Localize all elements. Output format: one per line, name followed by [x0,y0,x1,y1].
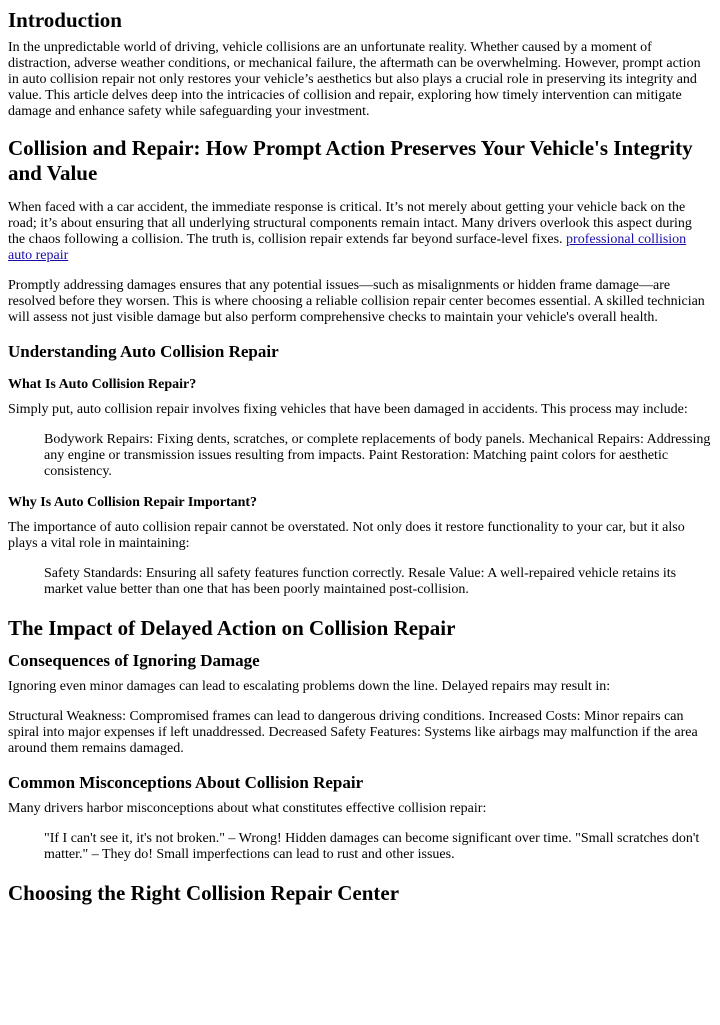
understanding-heading: Understanding Auto Collision Repair [8,342,279,361]
collision-paragraph-1 [8,200,712,264]
collision-paragraph-2: Promptly addressing damages ensures that any potential issues—such as misalignments or hidden frame damage—are resolved before they worsen. This is where choosing a reliable collision repair center becomes essential. A skilled technician will assess not just visible damage but also perform comprehensive checks to maintain your vehicle's overall health. [8,278,705,325]
collision-paragraph-1-text: When faced with a car accident, the immediate response is critical. It’s not merely about getting your vehicle back on the road; it’s about ensuring that all underlying structural components remain intact. Many drivers overlook this aspect during the chaos following a collision. The truth is, collision repair extends far beyond surface-level fixes. [8,200,692,247]
why-important-quote: Safety Standards: Ensuring all safety features function correctly. Resale Value: A well-repaired vehicle retains its market value better than one that has been poorly maintained post-collision. [44,566,677,597]
why-important-paragraph: The importance of auto collision repair cannot be overstated. Not only does it restore functionality to your car, but it also plays a vital role in maintaining: [8,520,685,551]
misconceptions-heading: Common Misconceptions About Collision Repair [8,773,364,792]
misconceptions-quote: "If I can't see it, it's not broken." – Wrong! Hidden damages can become significant over time. "Small scratches don't matter." – They do! Small imperfections can lead to rust and other issues. [44,831,700,862]
choosing-heading: Choosing the Right Collision Repair Center [8,881,400,905]
consequences-paragraph-2: Structural Weakness: Compromised frames can lead to dangerous driving conditions. Increased Costs: Minor repairs can spiral into major expenses if left unaddressed. Decreased Safety Features: Systems like airbags may malfunction if the area around them remains damaged. [8,709,698,756]
what-is-paragraph: Simply put, auto collision repair involves fixing vehicles that have been damaged in accidents. This process may include: [8,402,688,417]
consequences-paragraph-1: Ignoring even minor damages can lead to escalating problems down the line. Delayed repairs may result in: [8,679,611,694]
misconceptions-paragraph: Many drivers harbor misconceptions about what constitutes effective collision repair: [8,801,487,816]
intro-heading: Introduction [8,8,122,32]
what-is-heading: What Is Auto Collision Repair? [8,377,197,392]
collision-heading: Collision and Repair: How Prompt Action Preserves Your Vehicle's Integrity and Value [8,136,693,185]
consequences-heading: Consequences of Ignoring Damage [8,651,260,670]
impact-heading: The Impact of Delayed Action on Collision Repair [8,616,456,640]
professional-collision-repair-link[interactable]: professional collision auto repair [8,232,687,263]
what-is-quote: Bodywork Repairs: Fixing dents, scratches, or complete replacements of body panels. Mechanical Repairs: Addressing any engine or transmission issues resulting from impacts. Paint Restoration: Matching paint colors for aesthetic consistency. [44,432,711,479]
why-important-heading: Why Is Auto Collision Repair Important? [8,495,258,510]
intro-paragraph: In the unpredictable world of driving, vehicle collisions are an unfortunate reality. Whether caused by a moment of distraction, adverse weather conditions, or mechanical failure, the aftermath can be overwhelming. However, prompt action in auto collision repair not only restores your vehicle’s aesthetics but also plays a crucial role in preserving its integrity and value. This article delves deep into the intricacies of collision and repair, exploring how timely intervention can mitigate damage and enhance safety while safeguarding your investment. [8,40,701,119]
